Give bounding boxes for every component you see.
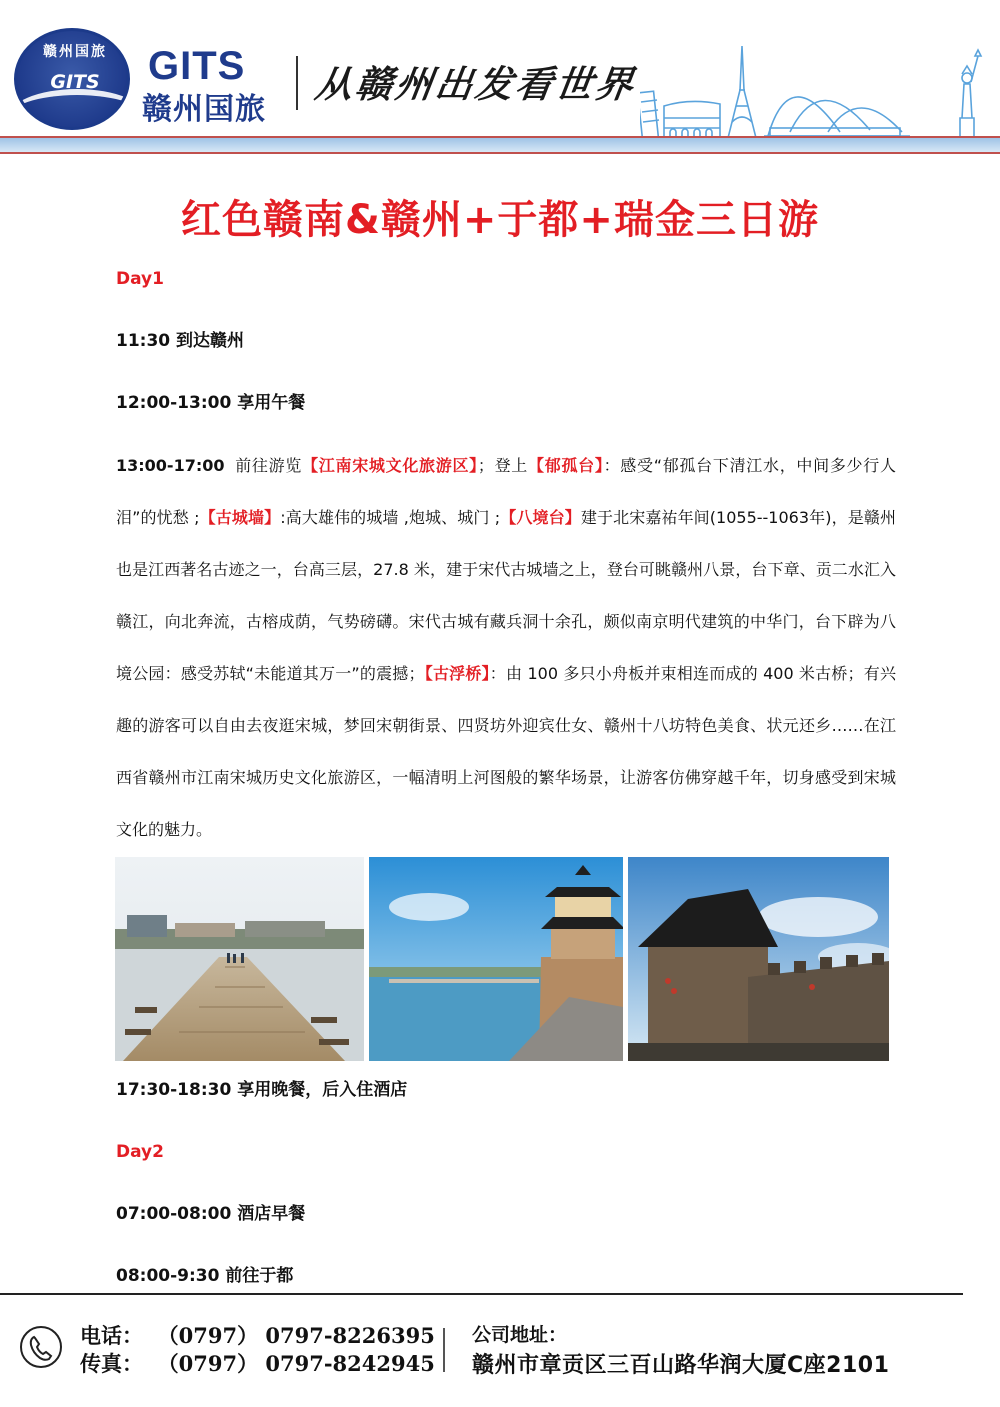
- attraction-songcheng: 【江南宋城文化旅游区】: [302, 456, 478, 475]
- para-seg: ；登上: [477, 456, 529, 475]
- itinerary-continued: [116, 1073, 896, 1293]
- attraction-yugutai: 【郁孤台】: [528, 456, 604, 475]
- page-title: 红色赣南&赣州+于都+瑞金三日游: [181, 197, 819, 243]
- day1-item-arrival: 11:30 到达赣州: [116, 331, 245, 351]
- para-seg: :高大雄伟的城墙 ,炮城、城门 ;: [280, 508, 501, 527]
- itinerary-day1: [116, 262, 896, 856]
- day1-afternoon-paragraph: [116, 440, 896, 856]
- floating-bridge-photo: [115, 857, 364, 1061]
- page-header: [0, 0, 1000, 160]
- logo-swoosh: [14, 89, 130, 130]
- slogan: 从赣州出发看世界: [312, 62, 639, 106]
- city-wall-photo: [628, 857, 889, 1061]
- brand-divider: [296, 56, 298, 110]
- header-band: [0, 138, 1000, 154]
- day1-afternoon-time: 13:00-17:00: [116, 456, 225, 475]
- day2-item-depart: 08:00-9:30 前往于都: [116, 1266, 294, 1286]
- logo-inner-text: GITS: [50, 71, 100, 93]
- brand-name-en: GITS: [148, 44, 246, 88]
- para-seg: 建于北宋嘉祐年间(1055--1063年)，是赣州也是江西著名古迹之一，台高三层，27.8 米，建于宋代古城墙之上，登台可眺赣州八景，台下章、贡二水汇入赣江，向北奔流，古榕成荫，气势磅礴。宋代古城有藏兵洞十余孔，颇似南京明代建筑的中华门，台下辟为八境公园：感受苏轼“未能道其万一”的震撼；: [116, 508, 896, 683]
- telephone: 电话： （0797） 0797-8226395: [80, 1323, 435, 1348]
- para-seg: 前往游览: [234, 456, 303, 475]
- day2-item-breakfast: 07:00-08:00 酒店早餐: [116, 1204, 306, 1224]
- attraction-city-wall: 【古城墙】: [199, 508, 281, 527]
- contact-info: [80, 1322, 435, 1378]
- attraction-floating-bridge: 【古浮桥】: [424, 664, 490, 683]
- photo-strip: [115, 857, 889, 1061]
- yugu-tower-photo: [369, 857, 623, 1061]
- gits-logo: [14, 28, 130, 130]
- day1-label: Day1: [116, 269, 164, 289]
- address-label: 公司地址：: [472, 1324, 568, 1346]
- footer-vertical-divider: [443, 1328, 445, 1372]
- para-seg: ：由 100 多只小舟板并束相连而成的 400 米古桥；有兴趣的游客可以自由去夜逛宋城，梦回宋朝街景、四贤坊外迎宾仕女、赣州十八坊特色美食、状元还乡……在江西省赣州市江南宋城历史文化旅游区，一幅清明上河图般的繁华场景，让游客仿佛穿越千年，切身感受到宋城文化的魅力。: [116, 664, 896, 839]
- fax: 传真： （0797） 0797-8242945: [80, 1351, 435, 1376]
- brand-name-cn: 赣州国旅: [142, 92, 266, 127]
- day2-label: Day2: [116, 1142, 164, 1162]
- day1-item-lunch: 12:00-13:00 享用午餐: [116, 393, 306, 413]
- address-text: 赣州市章贡区三百山路华润大厦C座2101: [472, 1353, 890, 1378]
- para-seg: ：感受“郁孤台下清江水，中间多少行人泪”的忧愁 ;: [116, 456, 896, 527]
- logo-ring-text: 赣州国旅: [43, 44, 107, 60]
- company-address: [472, 1320, 889, 1382]
- footer-divider-line: [0, 1293, 963, 1295]
- attraction-bajingtai: 【八境台】: [500, 508, 581, 527]
- day1-item-dinner: 17:30-18:30 享用晚餐，后入住酒店: [116, 1080, 408, 1100]
- phone-icon: [20, 1326, 62, 1368]
- landmarks-skyline-illustration: [640, 40, 1000, 140]
